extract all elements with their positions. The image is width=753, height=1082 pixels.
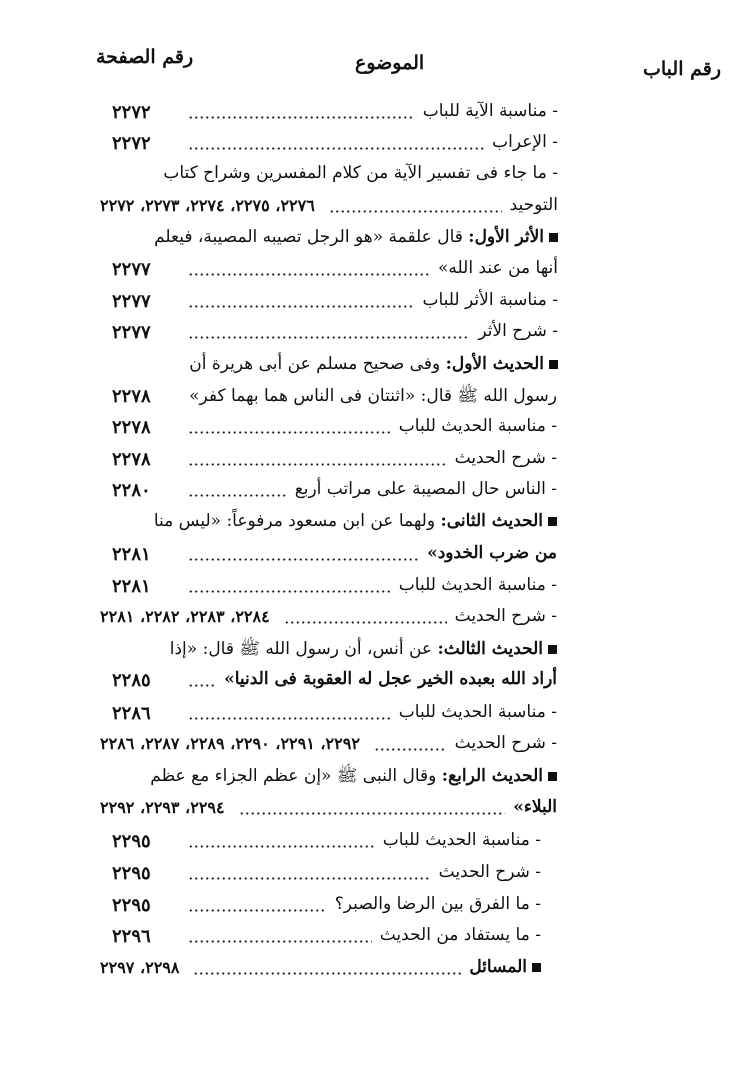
toc-row [0,606,753,638]
toc-row [0,416,753,448]
entry-text [455,606,557,626]
toc-row [0,830,753,862]
dot-leader [188,684,216,687]
entry-text [438,258,558,278]
dot-leader [188,336,470,339]
entry-text [163,163,558,183]
square-bullet-icon [548,517,557,526]
toc-row [0,862,753,894]
entry-body: ولهما عن ابن مسعود مرفوعاً: «ليس منا [153,511,436,531]
entry-label: الأثر الأول: [468,227,544,247]
dot-leader [188,147,484,150]
page-number: ٢٢٩٥ [112,895,151,916]
page-number: ٢٢٧٨ [112,386,151,407]
entry-body: - مناسبة الحديث للباب [382,830,541,850]
page-number: ٢٢٨٤، ٢٢٨٣، ٢٢٨٢، ٢٢٨١ [100,607,270,626]
dot-leader [188,558,419,561]
square-bullet-icon [549,233,558,242]
dot-leader [374,748,447,751]
page-number: ٢٢٨١ [112,576,151,597]
dot-leader [188,909,327,912]
toc-row [0,894,753,926]
toc-heading-row [0,354,753,386]
entry-text [380,925,541,945]
dot-leader [188,116,415,119]
dot-leader [188,590,391,593]
page-number: ٢٢٩٤، ٢٢٩٣، ٢٢٩٢ [100,798,225,817]
entry-body: - ما الفرق بين الرضا والصبر؟ [334,894,541,914]
entry-text [510,195,558,215]
entry-body: - شرح الحديث [454,733,557,753]
dot-leader [188,494,287,497]
dot-leader [188,877,431,880]
dot-leader [188,305,414,308]
entry-body: رسول الله ﷺ قال: «اثنتان فى الناس هما بهما كفر» [189,386,557,406]
page-number: ٢٢٧٧ [112,322,151,343]
entry-text [427,543,557,563]
toc-row [0,479,753,511]
page-number: ٢٢٨١ [112,544,151,565]
dot-leader [239,812,506,815]
page-number: ٢٢٩٥ [112,831,151,852]
toc-heading-row [0,511,753,543]
square-bullet-icon [548,645,557,654]
entry-text [478,321,558,341]
entry-text [469,957,541,977]
toc-row [0,733,753,765]
entry-label: الحديث الأول: [445,354,544,374]
dot-leader [188,717,391,720]
entry-body: - مناسبة الحديث للباب [398,702,557,722]
toc-row [0,669,753,701]
page-number: ٢٢٧٨ [112,449,151,470]
entry-text [513,797,557,817]
toc-row [0,575,753,607]
entry-label: المسائل [469,957,527,977]
page-number: ٢٢٧٨ [112,417,151,438]
entry-text [399,416,557,436]
entry-text [154,511,557,531]
dot-leader [193,972,461,975]
column-header-page: رقم الصفحة [96,46,194,68]
toc-row [0,290,753,322]
dot-leader [188,845,375,848]
page-number: ٢٢٩٨، ٢٢٩٧ [100,958,180,977]
toc-row [0,543,753,575]
page-number: ٢٢٩٢، ٢٢٩١، ٢٢٩٠، ٢٢٨٩، ٢٢٨٧، ٢٢٨٦ [100,734,360,753]
page-number: ٢٢٧٧ [112,259,151,280]
page-number: ٢٢٩٦ [112,926,151,947]
entry-body: قال علقمة «هو الرجل تصيبه المصيبة، فيعلم [154,227,463,247]
toc-row [0,321,753,353]
dot-leader [329,210,502,213]
entry-body: - شرح الحديث [454,448,557,468]
column-header-topic: الموضوع [355,52,425,74]
entry-text [224,669,557,689]
entry-body: - مناسبة الحديث للباب [398,575,557,595]
page-number: ٢٢٨٦ [112,703,151,724]
entry-body: - مناسبة الآية للباب [422,101,558,121]
toc-row [0,385,753,417]
page-number: ٢٢٧٦، ٢٢٧٥، ٢٢٧٤، ٢٢٧٣، ٢٢٧٢ [100,196,315,215]
toc-row [0,163,753,195]
entry-label: الحديث الثالث: [437,639,543,659]
entry-text [189,385,557,410]
entry-body: - الناس حال المصيبة على مراتب أربع [294,479,557,499]
page-number: ٢٢٨٥ [112,670,151,691]
entry-body: وفى صحيح مسلم عن أبى هريرة أن [189,354,441,374]
toc-row [0,258,753,290]
entry-body: - شرح الحديث [438,862,541,882]
entry-body: عن أنس، أن رسول الله ﷺ قال: «إذا [169,639,433,659]
page-number: ٢٢٨٠ [112,480,151,501]
toc-row [0,195,753,227]
entry-body: التوحيد [509,195,558,215]
entry-text [399,702,557,722]
dot-leader [188,431,391,434]
entry-text [399,575,557,595]
toc-section-row [0,957,753,989]
entry-label: الحديث الرابع: [441,766,543,786]
square-bullet-icon [532,963,541,972]
toc-row [0,702,753,734]
entry-text [422,290,558,310]
entry-body: أراد الله بعبده الخير عجل له العقوبة فى الدنيا» [224,669,557,689]
entry-body: البلاء» [513,797,557,817]
entry-text [295,479,557,499]
column-header-chapter: رقم الباب [643,58,721,80]
toc-heading-row [0,765,753,797]
entry-text [455,733,557,753]
entry-label: الحديث الثانى: [440,511,543,531]
entry-text [455,448,557,468]
page-number: ٢٢٩٥ [112,863,151,884]
toc-row [0,101,753,133]
entry-body: - الإعراب [492,132,558,152]
entry-body: - مناسبة الأثر للباب [422,290,558,310]
entry-body: - شرح الأثر [478,321,558,341]
dot-leader [188,940,372,943]
dot-leader [188,463,447,466]
entry-body: أنها من عند الله» [438,258,558,278]
entry-text [383,830,541,850]
toc-heading-row [0,227,753,259]
square-bullet-icon [549,360,558,369]
dot-leader [284,621,447,624]
toc-row [0,797,753,829]
square-bullet-icon [548,772,557,781]
toc-row [0,132,753,164]
entry-text [423,101,558,121]
toc-row [0,925,753,957]
entry-text [189,354,558,374]
entry-body: من ضرب الخدود» [427,543,557,563]
entry-body: - شرح الحديث [454,606,557,626]
entry-text [154,227,558,247]
entry-body: وقال النبى ﷺ «إن عظم الجزاء مع عظم [150,766,437,786]
toc-heading-row [0,638,753,670]
entry-body: - ما جاء فى تفسير الآية من كلام المفسرين وشراح كتاب [163,163,558,183]
entry-text [492,132,558,152]
entry-text [170,638,557,663]
toc-row [0,448,753,480]
page-number: ٢٢٧٧ [112,291,151,312]
entry-text [150,765,557,790]
page-number: ٢٢٧٢ [112,102,151,123]
entry-body: - ما يستفاد من الحديث [379,925,541,945]
entry-text [439,862,541,882]
entry-text [335,894,541,914]
dot-leader [188,273,430,276]
entry-body: - مناسبة الحديث للباب [398,416,557,436]
page-number: ٢٢٧٢ [112,133,151,154]
